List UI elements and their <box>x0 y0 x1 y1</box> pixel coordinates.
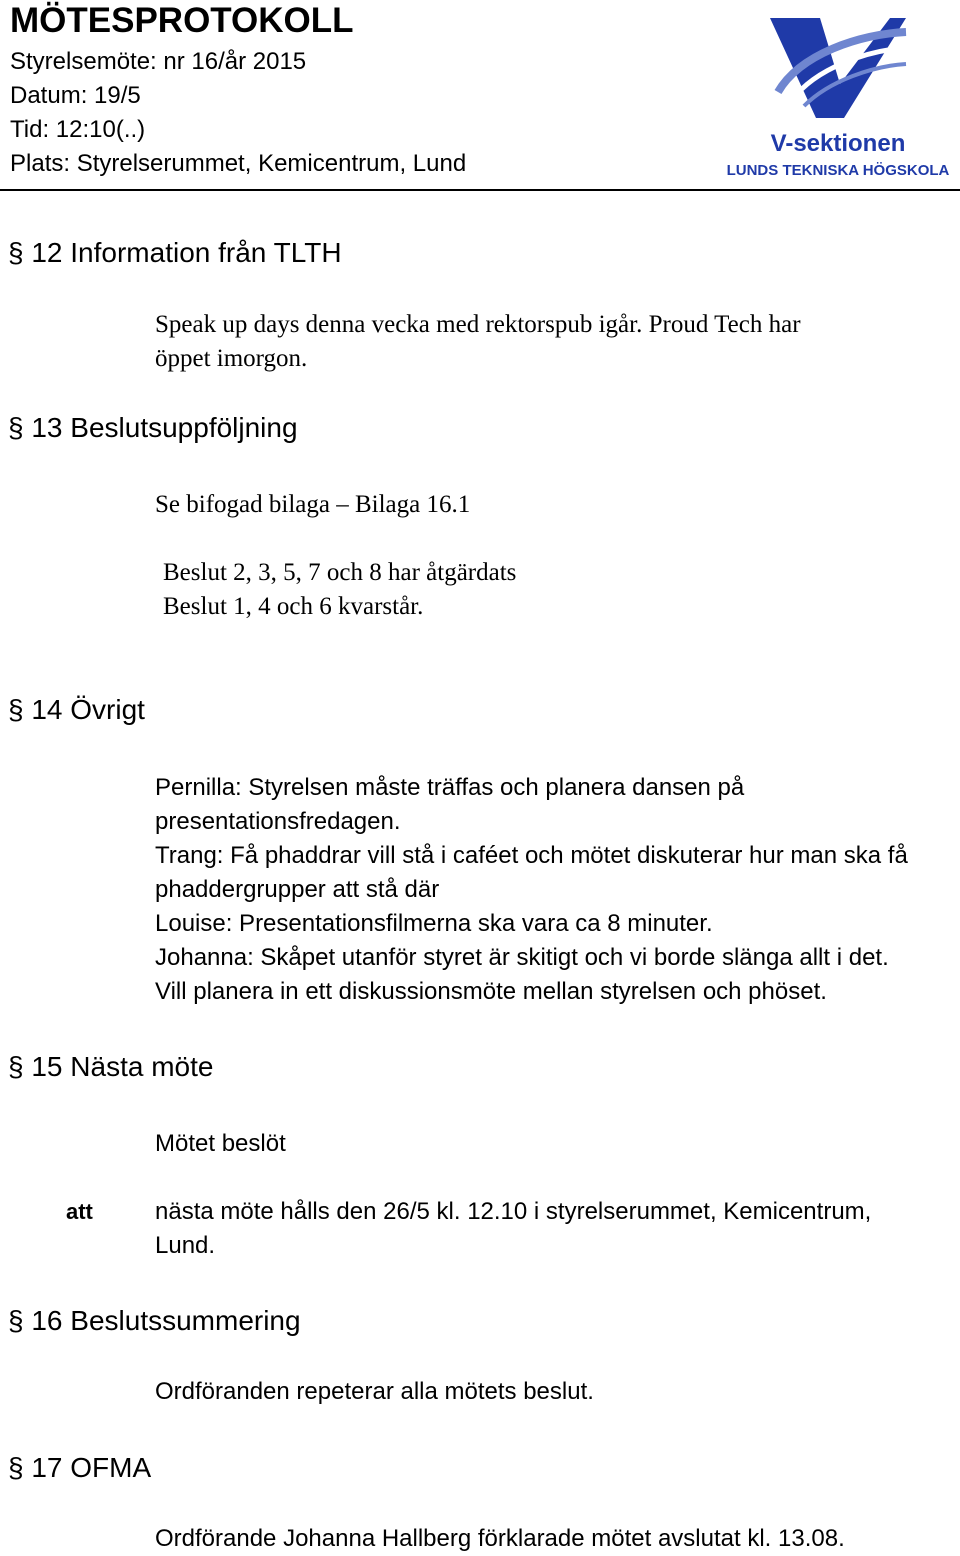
section-12-line-1: Speak up days denna vecka med rektorspub igår. Proud Tech har <box>155 311 801 338</box>
logo-name: V-sektionen <box>770 130 906 157</box>
header-divider <box>0 189 960 191</box>
section-15-heading: § 15 Nästa möte <box>8 1051 214 1082</box>
section-13-line-1: Se bifogad bilaga – Bilaga 16.1 <box>155 491 471 518</box>
section-12-heading: § 12 Information från TLTH <box>8 237 342 268</box>
section-17-heading: § 17 OFMA <box>8 1452 152 1483</box>
section-15-line-1: nästa möte hålls den 26/5 kl. 12.10 i styrelserummet, Kemicentrum, <box>155 1198 872 1225</box>
section-13-heading: § 13 Beslutsuppföljning <box>8 412 298 443</box>
section-14-line-4: phaddergrupper att stå där <box>155 876 440 903</box>
section-15-line-2: Lund. <box>155 1232 216 1259</box>
meeting-time: Tid: 12:10(..) <box>10 116 146 143</box>
section-15-lead: Mötet beslöt <box>155 1130 286 1157</box>
document-title: MÖTESPROTOKOLL <box>10 1 354 40</box>
section-14-line-3: Trang: Få phaddrar vill stå i caféet och mötet diskuterar hur man ska få <box>155 842 908 869</box>
att-label: att <box>66 1199 93 1224</box>
section-12-line-2: öppet imorgon. <box>155 345 308 372</box>
v-logo-icon <box>720 14 956 124</box>
section-14-line-7: Vill planera in ett diskussionsmöte mellan styrelsen och phöset. <box>155 978 827 1005</box>
section-14-line-2: presentationsfredagen. <box>155 808 401 835</box>
logo-subtitle: LUNDS TEKNISKA HÖGSKOLA <box>726 162 950 179</box>
section-16-heading: § 16 Beslutssummering <box>8 1305 301 1336</box>
section-17-line-1: Ordförande Johanna Hallberg förklarade mötet avslutat kl. 13.08. <box>155 1525 845 1552</box>
section-14-heading: § 14 Övrigt <box>8 694 145 725</box>
meeting-place: Plats: Styrelserummet, Kemicentrum, Lund <box>10 150 467 177</box>
section-14-line-6: Johanna: Skåpet utanför styret är skitigt och vi borde slänga allt i det. <box>155 944 889 971</box>
meeting-number: Styrelsemöte: nr 16/år 2015 <box>10 48 307 75</box>
section-13-line-3: Beslut 1, 4 och 6 kvarstår. <box>163 593 424 620</box>
meeting-date: Datum: 19/5 <box>10 82 141 109</box>
section-16-line-1: Ordföranden repeterar alla mötets beslut. <box>155 1378 594 1405</box>
v-sektionen-logo <box>720 14 956 184</box>
section-13-line-2: Beslut 2, 3, 5, 7 och 8 har åtgärdats <box>163 559 517 586</box>
section-14-line-5: Louise: Presentationsfilmerna ska vara ca 8 minuter. <box>155 910 713 937</box>
section-14-line-1: Pernilla: Styrelsen måste träffas och planera dansen på <box>155 774 745 801</box>
